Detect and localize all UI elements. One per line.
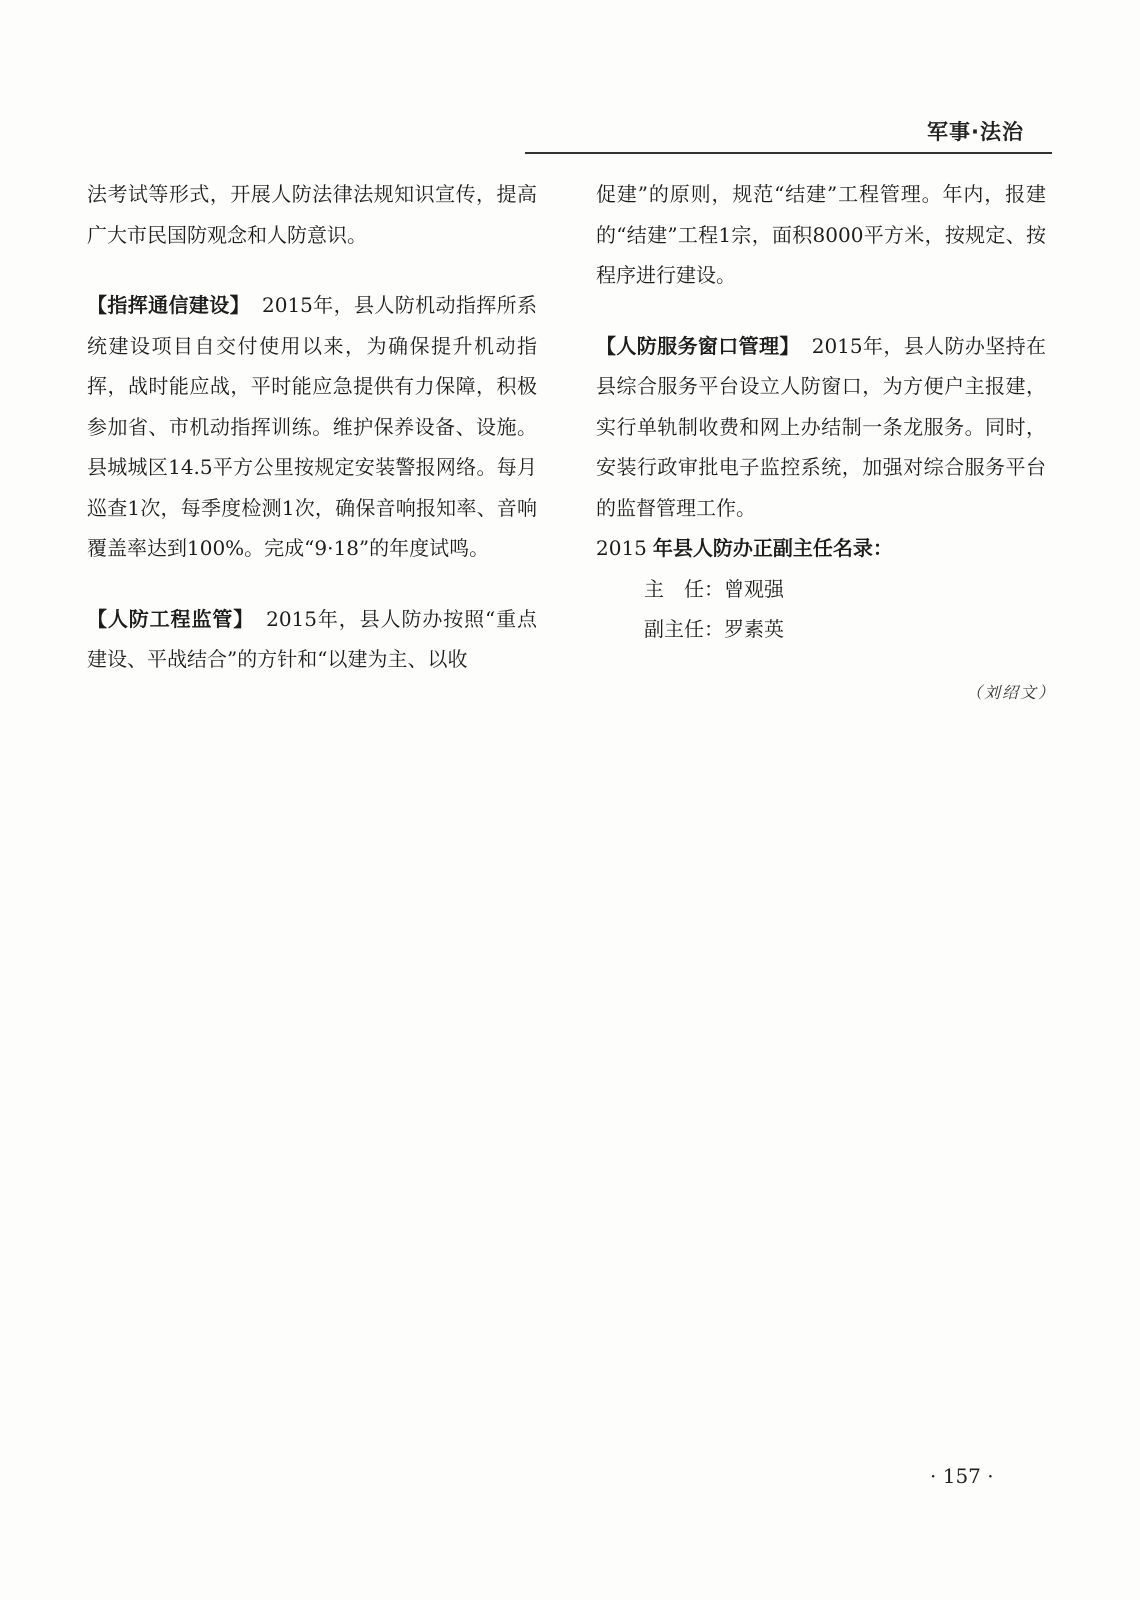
section-body: 2015年，县人防办坚持在县综合服务平台设立人防窗口，为方便户主报建，实行单轨制收费和网上办结制一条龙服务。同时，安装行政审批电子监控系统，加强对综合服务平台的监督管理工作。 — [596, 333, 1046, 520]
running-header — [525, 108, 1052, 154]
roster-title — [596, 528, 1046, 569]
section-body: 2015年，县人防办按照“重点建设、平战结合”的方针和“以建为主、以收 — [87, 606, 538, 671]
left-column — [87, 174, 537, 680]
author-credit: （刘绍文） — [966, 683, 1057, 702]
section-heading: 【人防服务窗口管理】 — [596, 333, 800, 358]
section-title: 军事·法治 — [927, 120, 1024, 144]
header-rule — [525, 152, 1052, 154]
paragraph-gap — [596, 296, 1046, 326]
section-service-window — [596, 326, 1046, 529]
section-heading: 【指挥通信建设】 — [87, 293, 250, 317]
paragraph-continued: 促建”的原则，规范“结建”工程管理。年内，报建的“结建”工程1宗，面积8000平方米，按规定、按程序进行建设。 — [596, 182, 1046, 287]
roster-title-text: 年县人防办正副主任名录： — [652, 536, 893, 560]
section-heading: 【人防工程监管】 — [87, 606, 255, 631]
right-column — [596, 174, 1046, 650]
roster-deputy-director: 副主任：罗素英 — [644, 617, 784, 641]
roster-list — [596, 569, 1046, 650]
section-engineering-supervision — [87, 599, 537, 680]
roster-director: 主 任：曾观强 — [644, 576, 784, 601]
section-body: 2015年，县人防机动指挥所系统建设项目自交付使用以来，为确保提升机动指挥，战时能应战，平时能应急提供有力保障，积极参加省、市机动指挥训练。维护保养设备、设施。县城城区14.5平方公里按规定安装警报网络。每月巡查1次，每季度检测1次，确保音响报知率、音响覆盖率达到100%。完成“9·18”的年度试鸣。 — [87, 293, 538, 560]
paragraph-gap — [87, 255, 537, 285]
page-number: · 157 · — [930, 1464, 994, 1488]
section-command-communication — [87, 285, 537, 569]
roster-title-year: 2015 — [596, 536, 647, 560]
paragraph-continued: 法考试等形式，开展人防法律法规知识宣传，提高广大市民国防观念和人防意识。 — [87, 182, 537, 247]
paragraph-gap — [87, 569, 537, 599]
